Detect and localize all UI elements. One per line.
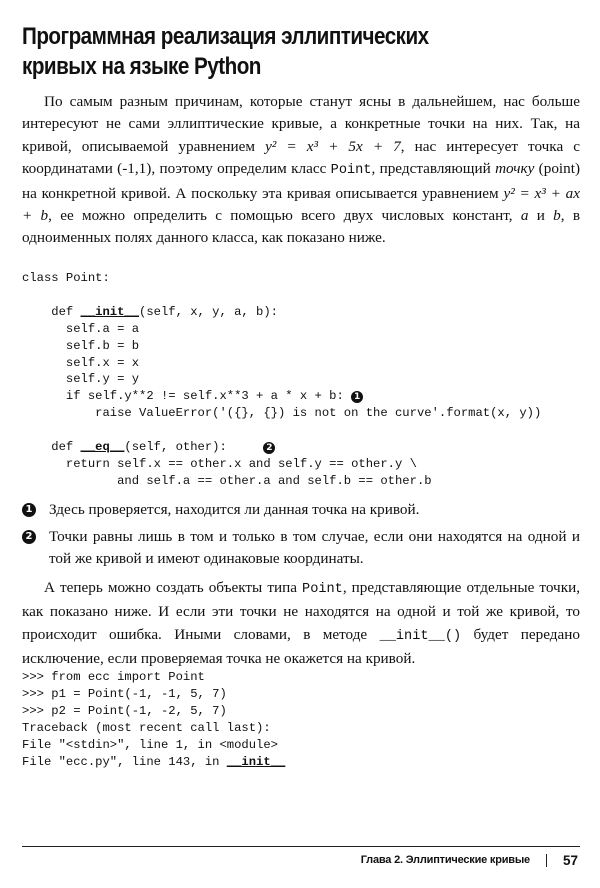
code-line: def [22,440,81,455]
callout-note-2 [22,526,580,571]
text-run: , представляющий [371,160,496,178]
code-line: (self, other): [124,440,264,455]
callout-1-icon: 1 [351,391,363,403]
text-run: (point) на конкретной кривой. А поскольку эта кривая описывается уравнением [22,160,580,202]
callout-2-icon: 2 [263,442,275,454]
code-line: self.a = a [22,321,140,336]
variable: b [553,207,561,225]
note-text: Точки равны лишь в том и только в том случае, если они находятся на одной и той же кривой и имеют одинаковые координаты. [49,528,580,568]
section-heading: Программная реализация эллиптических кривых на языке Python [22,23,429,80]
callout-2-icon: 2 [22,530,36,544]
text-run: будет передано исключение, если проверяемая точка не окажется на кривой. [22,625,580,668]
code-listing-interpreter [22,669,285,770]
code-line: File "<stdin>", line 1, in <module> [22,737,278,752]
code-fn-name: __init__ [80,304,140,319]
text-run: , в одноименных полях данного класса, как показано ниже. [22,207,581,247]
code-line: self.y = y [22,372,140,387]
code-line: def [22,304,81,319]
text-run: , нас интересует точка с координатами (-1,1), поэтому определим класс [22,137,580,178]
code-line: and self.a == other.a and self.b == other.b [22,473,432,488]
code-line: return self.x == other.x and self.y == other.y \ [22,456,417,471]
text-run: А теперь можно создать объекты типа [44,579,303,596]
inline-code: Point [330,163,372,179]
code-line: >>> p1 = Point(-1, -1, 5, 7) [22,686,227,701]
code-line: (self, x, y, a, b): [139,304,278,319]
code-line: >>> from ecc import Point [22,670,205,684]
note-text: Здесь проверяется, находится ли данная точка на кривой. [49,501,420,518]
callout-note-1 [22,499,580,521]
text-run: По самым разным причинам, которые станут ясны в дальнейшем, нас больше интересуют не сами эллиптические кривые, а конкретные точки на них. Так, на кривой, описываемой уравнением [22,93,580,155]
code-line: File "ecc.py", line 143, in [22,754,227,769]
code-line: if self.y**2 != self.x**3 + a * x + b: [22,389,352,404]
code-line: class Point: [22,271,110,285]
emphasis: точку [495,160,535,178]
body-paragraph [22,577,580,671]
text-run: , представляющие отдельные точки, как показано ниже. И если эти точки не находятся на одной и той же кривой, то происходит ошибка. Иными словами, в методе [22,579,580,643]
text-run: и [528,207,554,225]
text-run: , ее можно определить с помощью всего двух числовых констант, [48,207,521,225]
footer-separator [546,854,547,867]
code-fn-name: __init__ [226,754,286,769]
running-footer-chapter: Глава 2. Эллиптические кривые [360,854,530,866]
equation: y² = x³ + ax + b [22,184,581,225]
code-line: self.b = b [22,338,140,353]
page-number: 57 [562,852,578,868]
page-footer [361,850,578,870]
code-line: Traceback (most recent call last): [22,720,271,735]
code-fn-name: __eq__ [80,440,125,455]
inline-code: __init__() [379,628,462,644]
variable: a [520,207,529,225]
footer-divider [22,846,580,847]
intro-paragraph [22,91,580,250]
code-listing-point-class [22,270,541,490]
inline-code: Point [302,582,343,597]
code-line: >>> p2 = Point(-1, -2, 5, 7) [22,703,227,718]
callout-1-icon: 1 [22,503,36,517]
equation: y² = x³ + 5x + 7 [265,137,401,155]
code-line: raise ValueError('({}, {}) is not on the curve'.format(x, y)) [22,406,542,421]
code-line: self.x = x [22,355,140,370]
